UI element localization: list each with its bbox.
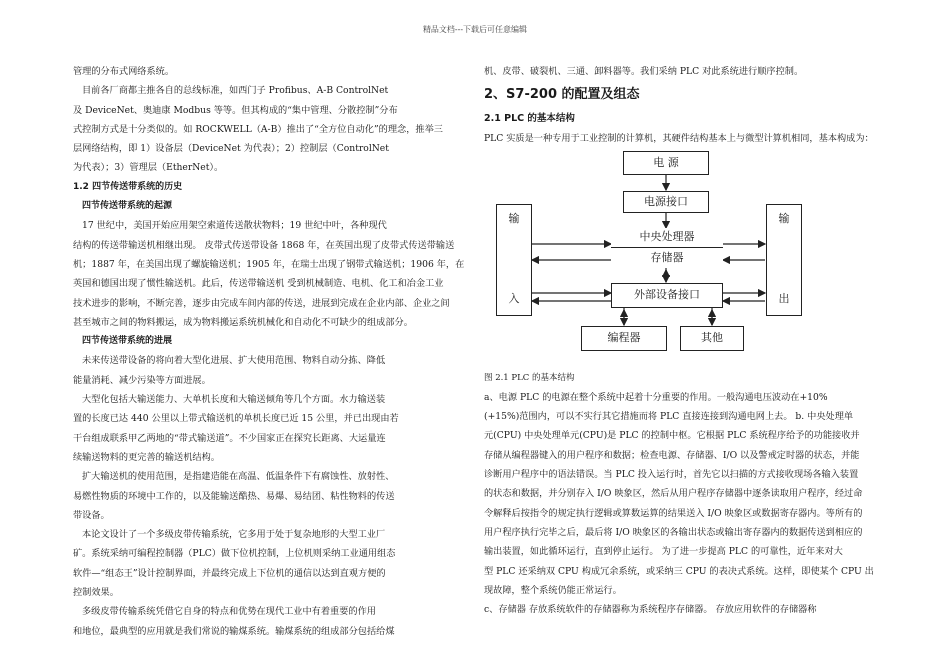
text-line: 多级皮带传输系统凭借它自身的特点和优势在现代工业中有着重要的作用	[82, 606, 376, 618]
text-line: 输出装置，如此循环运行，直到停止运行。 为了进一步提高 PLC 的可靠性，近年来对大	[484, 546, 843, 558]
text-line: 带设备。	[73, 509, 110, 521]
power-port-box: 电源接口	[623, 191, 709, 213]
programmer-box: 编程器	[581, 326, 667, 351]
text-line: 干台组成联系甲乙两地的“带式输送道”。不少国家正在探究长距离、大运量连	[73, 432, 386, 444]
text-line: 续输送物料的更完善的输送机结构。	[73, 451, 220, 463]
text-line: 17 世纪中，美国开始应用架空索道传送散状物料；19 世纪中叶，各种现代	[82, 220, 387, 232]
plc-structure-diagram	[484, 151, 879, 363]
figure-caption: 图 2.1 PLC 的基本结构	[484, 372, 575, 383]
input-box	[496, 204, 532, 316]
other-box: 其他	[680, 326, 744, 351]
text-line: 存储从编程器键入的用户程序和数据；检查电源、存储器、I/O 以及警戒定时器的状态，并能	[484, 449, 860, 461]
text-line: 现故障，整个系统仍能正常运行。	[484, 584, 622, 596]
input-label-top: 输	[508, 211, 520, 225]
text-line: 型 PLC 还采纳双 CPU 构成冗余系统，或采纳三 CPU 的表决式系统。这样，即使某个 CPU 出	[484, 565, 874, 577]
text-line: 及 DeviceNet、奥迪康 Modbus 等等。但其构成的“集中管理、分散控制”分布	[73, 104, 398, 116]
text-line: 结构的传送带输送机相继出现。 皮带式传送带设备 1868 年，在英国出现了皮带式传送带输送	[73, 239, 455, 251]
text-line: c、存储器 存放系统软件的存储器称为系统程序存储器。 存放应用软件的存储器称	[484, 604, 817, 616]
text-line: 和地位，最典型的应用就是我们常说的输煤系统。输煤系统的组成部分包括给煤	[73, 625, 395, 637]
right-column	[484, 62, 879, 619]
text-line: 控制效果。	[73, 587, 119, 599]
text-line: 本论文设计了一个多级皮带传输系统，它多用于处于复杂地形的大型工业厂	[82, 529, 386, 541]
text-line: 元(CPU) 中央处理单元(CPU)是 PLC 的控制中枢。它根据 PLC 系统程序给予的功能接收并	[484, 430, 860, 442]
text-line: 技术进步的影响，不断完善，逐步由完成车间内部的传送，进展到完成在企业内部、企业之间	[73, 297, 450, 309]
text-line: 能量消耗、减少污染等方面进展。	[73, 374, 211, 386]
output-label-top: 输	[778, 211, 790, 225]
power-box: 电 源	[623, 151, 709, 175]
cpu-memory-group	[611, 228, 723, 268]
page-header: 精品文档---下载后可任意编辑	[422, 25, 528, 34]
text-line: 扩大输送机的使用范围，是指建造能在高温、低温条件下有腐蚀性、放射性、	[82, 471, 395, 483]
text-line: a、电源 PLC 的电源在整个系统中起着十分重要的作用。一般沟通电压波动在+10%	[484, 391, 828, 403]
subsection-heading: 四节传送带系统的进展	[82, 336, 173, 347]
text-line: 为代表）；3）管理层（EtherNet）。	[73, 162, 224, 174]
text-line: 的状态和数据，并分别存入 I/O 映象区，然后从用户程序存储器中逐条读取用户程序，经过命	[484, 488, 863, 500]
io-port-box: 外部设备接口	[611, 283, 723, 308]
section-heading: 2.1 PLC 的基本结构	[484, 113, 575, 125]
text-line: 矿。系统采纳可编程控制器（PLC）做下位机控制，上位机则采纳工业通用组态	[73, 548, 396, 560]
left-column	[73, 62, 471, 641]
text-line: 目前各厂商都主推各自的总线标准，如西门子 Profibus、A-B ControlNet	[82, 85, 389, 97]
memory-box: 存储器	[611, 248, 723, 268]
text-line: 英国和德国出现了惯性输送机。此后，传送带输送机 受到机械制造、电机、化工和冶金工业	[73, 278, 444, 290]
subsection-heading: 四节传送带系统的起源	[82, 201, 173, 212]
text-line: PLC 实质是一种专用于工业控制的计算机，其硬件结构基本上与微型计算机相同，基本构成为：	[484, 133, 874, 145]
text-line: 置的长度已达 440 公里以上带式输送机的单机长度已近 15 公里，并已出现由若	[73, 413, 399, 425]
text-line: 大型化包括大输送能力、大单机长度和大输送倾角等几个方面。水力输送装	[82, 394, 386, 406]
text-line: 式控制方式是十分类似的。如 ROCKWELL（A-B）推出了“全方位自动化”的理念，推举三	[73, 123, 443, 135]
section-heading: 1.2 四节传送带系统的历史	[73, 181, 183, 192]
text-line: 层网络结构，即 1）设备层（DeviceNet 为代表）；2）控制层（ControlNet	[73, 143, 389, 155]
text-line: 机；1887 年，在美国出现了螺旋输送机；1905 年，在瑞士出现了钢带式输送机；1906 年，在	[73, 258, 465, 270]
chapter-heading: 2、S7-200 的配置及组态	[484, 87, 640, 103]
text-line: 管理的分布式网络系统。	[73, 66, 175, 77]
text-line: 用户程序执行完毕之后，最后将 I/O 映象区的各输出状态或输出寄存器内的数据传送到相应的	[484, 526, 863, 538]
text-line: 未来传送带设备的将向着大型化进展、扩大使用范围、物料自动分拣、降低	[82, 355, 386, 367]
cpu-box: 中央处理器	[611, 228, 723, 248]
text-line: 甚至城市之间的物料搬运，成为物料搬运系统机械化和自动化不可缺少的组成部分。	[73, 316, 413, 328]
input-label-bottom: 入	[508, 292, 520, 306]
output-box	[766, 204, 802, 316]
output-label-bottom: 出	[778, 292, 790, 306]
text-line: 软件—“组态王”设计控制界面，并最终完成上下位机的通信以达到直观方便的	[73, 567, 386, 579]
text-line: 令解释后按指令的规定执行逻辑或算数运算的结果送入 I/O 映象区或数据寄存器内。等所有的	[484, 507, 863, 519]
text-line: 机、皮带、破裂机、三通、卸料器等。我们采纳 PLC 对此系统进行顺序控制。	[484, 66, 804, 77]
text-line: 诊断用户程序中的语法错误。当 PLC 投入运行时，首先它以扫描的方式接收现场各输入装置	[484, 469, 859, 481]
text-line: 易燃性物质的环境中工作的，以及能输送酷热、易爆、易结团、粘性物料的传送	[73, 490, 395, 502]
text-line: (+15%)范围内，可以不实行其它措施而将 PLC 直接连接到沟通电网上去。 b. 中央处理单	[484, 411, 854, 423]
